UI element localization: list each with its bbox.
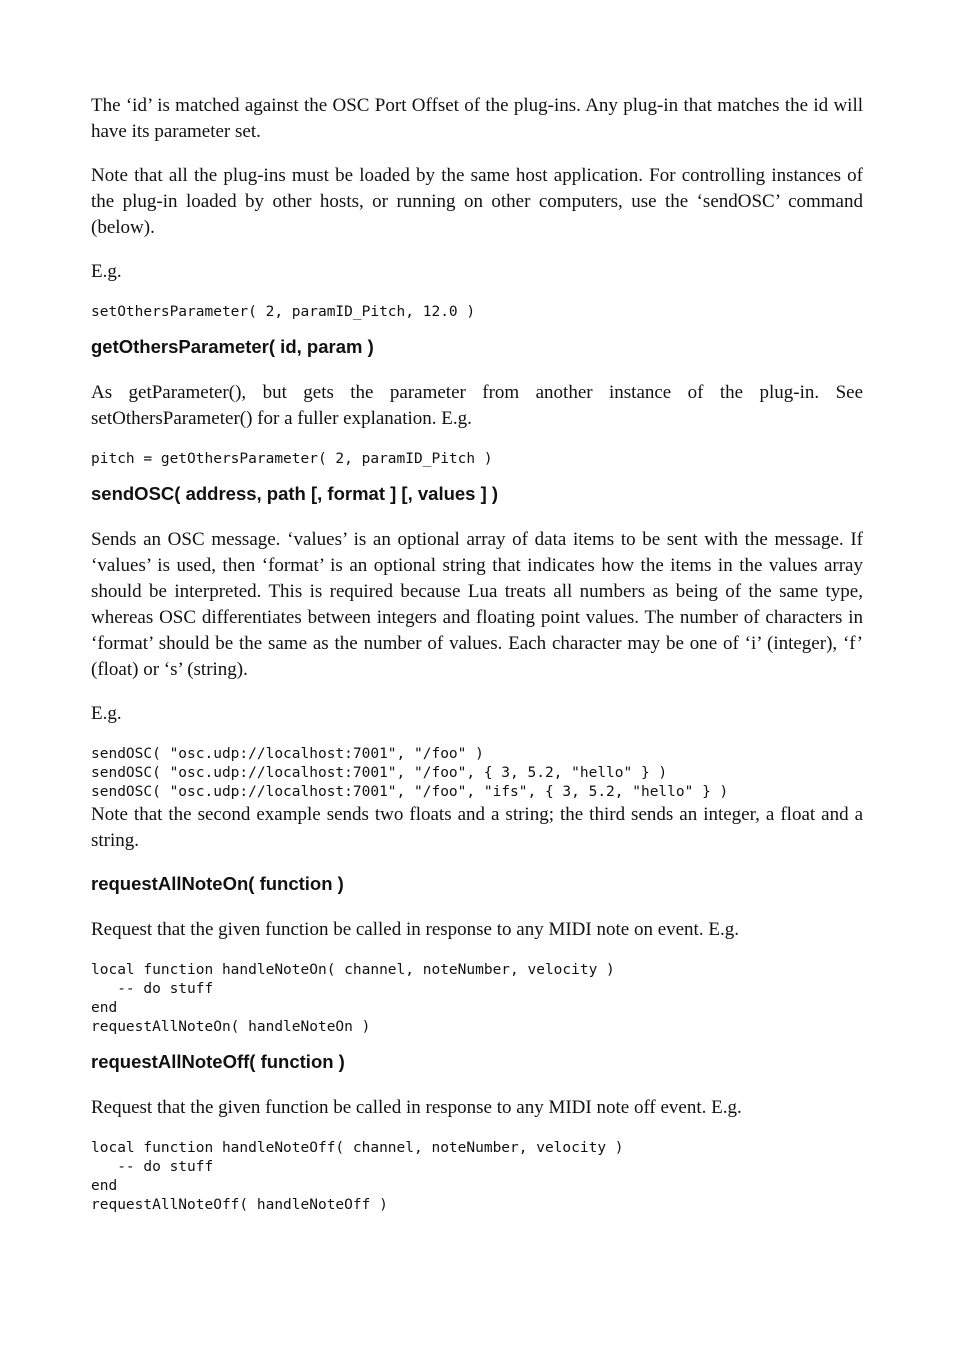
paragraph-get-others-description: As getParameter(), but gets the parameter from another instance of the plug-in. See setOthersParameter() for a fuller explanation. E.g.	[91, 382, 863, 429]
code-line: -- do stuff	[91, 981, 214, 997]
code-line: requestAllNoteOn( handleNoteOn )	[91, 1019, 371, 1035]
code-line: pitch = getOthersParameter( 2, paramID_Pitch )	[91, 451, 493, 467]
code-line: sendOSC( "osc.udp://localhost:7001", "/foo", { 3, 5.2, "hello" } )	[91, 765, 668, 781]
paragraph-send-osc-examples-note: Note that the second example sends two floats and a string; the third sends an integer, a float and a string.	[91, 804, 863, 851]
paragraph-same-host-note: Note that all the plug-ins must be loaded by the same host application. For controlling instances of the plug-in loaded by other hosts, or running on other computers, use the ‘sendOSC’ command (below).	[91, 165, 863, 238]
code-block-send-osc	[91, 745, 863, 802]
document-page	[91, 93, 863, 1228]
code-line: end	[91, 1000, 118, 1016]
code-block-set-others-parameter	[91, 303, 863, 322]
heading-send-osc: sendOSC( address, path [, format ] [, values ] )	[91, 483, 499, 504]
heading-request-all-note-off: requestAllNoteOff( function )	[91, 1051, 345, 1072]
code-line: end	[91, 1178, 118, 1194]
code-block-note-on	[91, 961, 863, 1037]
paragraph-send-osc-description: Sends an OSC message. ‘values’ is an optional array of data items to be sent with the message. If ‘values’ is used, then ‘format’ is an optional string that indicates how the items in the values array should be interpreted. This is required because Lua treats all numbers as being of the same type, whereas OSC differentiates between integers and floating point values. The number of characters in ‘format’ should be the same as the number of values. Each character may be one of ‘i’ (integer), ‘f’ (float) or ‘s’ (string).	[91, 529, 863, 680]
paragraph-id-matching: The ‘id’ is matched against the OSC Port Offset of the plug-ins. Any plug-in that matches the id will have its parameter set.	[91, 95, 863, 142]
code-line: local function handleNoteOff( channel, noteNumber, velocity )	[91, 1140, 624, 1156]
code-block-note-off	[91, 1139, 863, 1215]
code-line: sendOSC( "osc.udp://localhost:7001", "/foo" )	[91, 746, 484, 762]
heading-request-all-note-on: requestAllNoteOn( function )	[91, 873, 344, 894]
code-line: -- do stuff	[91, 1159, 214, 1175]
code-line: sendOSC( "osc.udp://localhost:7001", "/foo", "ifs", { 3, 5.2, "hello" } )	[91, 784, 729, 800]
code-line: local function handleNoteOn( channel, noteNumber, velocity )	[91, 962, 615, 978]
code-line: requestAllNoteOff( handleNoteOff )	[91, 1197, 388, 1213]
paragraph-note-off-description: Request that the given function be called in response to any MIDI note off event. E.g.	[91, 1097, 742, 1118]
code-line: setOthersParameter( 2, paramID_Pitch, 12.0 )	[91, 304, 476, 320]
example-label: E.g.	[91, 261, 122, 282]
paragraph-note-on-description: Request that the given function be called in response to any MIDI note on event. E.g.	[91, 919, 739, 940]
example-label: E.g.	[91, 703, 122, 724]
heading-get-others-parameter: getOthersParameter( id, param )	[91, 336, 374, 357]
code-block-get-others-parameter	[91, 450, 863, 469]
